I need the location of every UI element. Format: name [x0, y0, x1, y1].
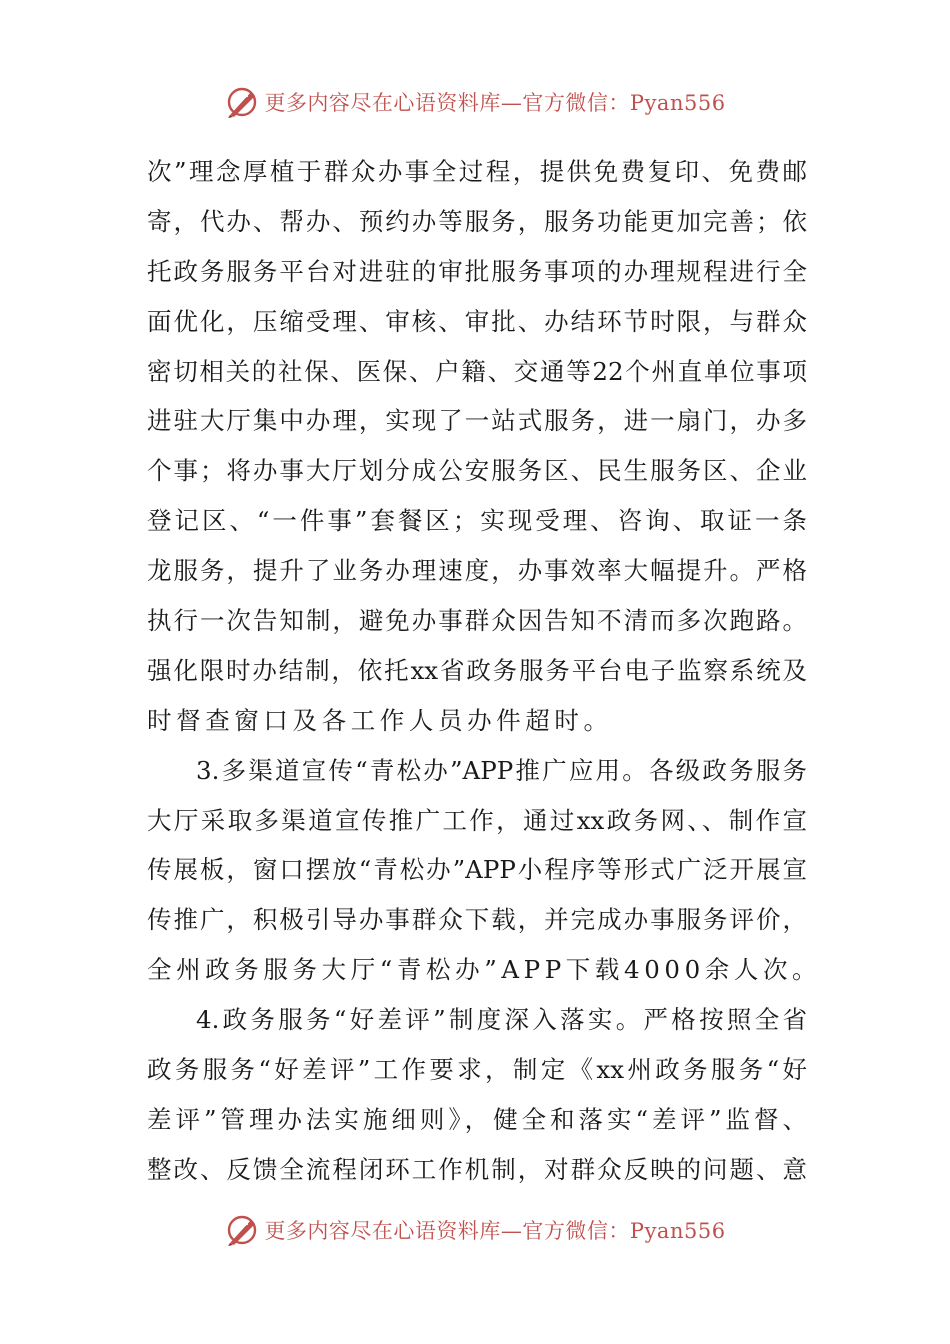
section-heading-line: 4.政务服务“好差评”制度深入落实。严格按照全省	[196, 1005, 807, 1035]
header-banner	[0, 80, 950, 124]
text-line: 寄，代办、帮办、预约办等服务，服务功能更加完善；依	[147, 206, 807, 236]
paragraph-last-line: 时督查窗口及各工作人员办件超时。	[147, 705, 613, 735]
text-line: 登记区、“一件事”套餐区；实现受理、咨询、取证一条	[147, 506, 807, 536]
text-line: 次”理念厚植于群众办事全过程，提供免费复印、免费邮	[147, 157, 807, 186]
text-line: 强化限时办结制，依托xx省政务服务平台电子监察系统及	[147, 655, 807, 685]
text-line: 政务服务“好差评”工作要求，制定《xx州政务服务“好	[147, 1055, 807, 1085]
text-line: 传展板，窗口摆放“青松办”APP小程序等形式广泛开展宣	[147, 855, 807, 885]
header-banner-text: 更多内容尽在心语资料库—官方微信：Pyan556	[264, 91, 726, 115]
pen-logo-icon	[224, 1212, 260, 1248]
paragraph-last-line: 全州政务服务大厅“青松办”APP下载4000余人次。	[147, 955, 822, 985]
text-line: 大厅采取多渠道宣传推广工作，通过xx政务网、、制作宣	[147, 805, 807, 835]
text-line: 整改、反馈全流程闭环工作机制，对群众反映的问题、意	[147, 1154, 807, 1184]
section-heading-line: 3.多渠道宣传“青松办”APP推广应用。各级政务服务	[196, 755, 807, 785]
text-line: 托政务服务平台对进驻的审批服务事项的办理规程进行全	[147, 256, 807, 286]
text-line: 进驻大厅集中办理，实现了一站式服务，进一扇门，办多	[147, 406, 807, 436]
text-line: 执行一次告知制，避免办事群众因告知不清而多次跑路。	[147, 606, 807, 636]
text-line: 个事；将办事大厅划分成公安服务区、民生服务区、企业	[147, 456, 807, 486]
text-line: 传推广，积极引导办事群众下载，并完成办事服务评价，	[147, 905, 807, 935]
footer-banner-text: 更多内容尽在心语资料库—官方微信：Pyan556	[264, 1219, 726, 1243]
pen-logo-icon	[224, 84, 260, 120]
text-line: 差评”管理办法实施细则》，健全和落实“差评”监督、	[147, 1104, 807, 1134]
text-line: 密切相关的社保、医保、户籍、交通等22个州直单位事项	[147, 356, 807, 386]
footer-banner	[0, 1208, 950, 1252]
document-body	[147, 147, 822, 1195]
text-line: 面优化，压缩受理、审核、审批、办结环节时限，与群众	[147, 306, 807, 336]
text-line: 龙服务，提升了业务办理速度，办事效率大幅提升。严格	[147, 556, 807, 586]
